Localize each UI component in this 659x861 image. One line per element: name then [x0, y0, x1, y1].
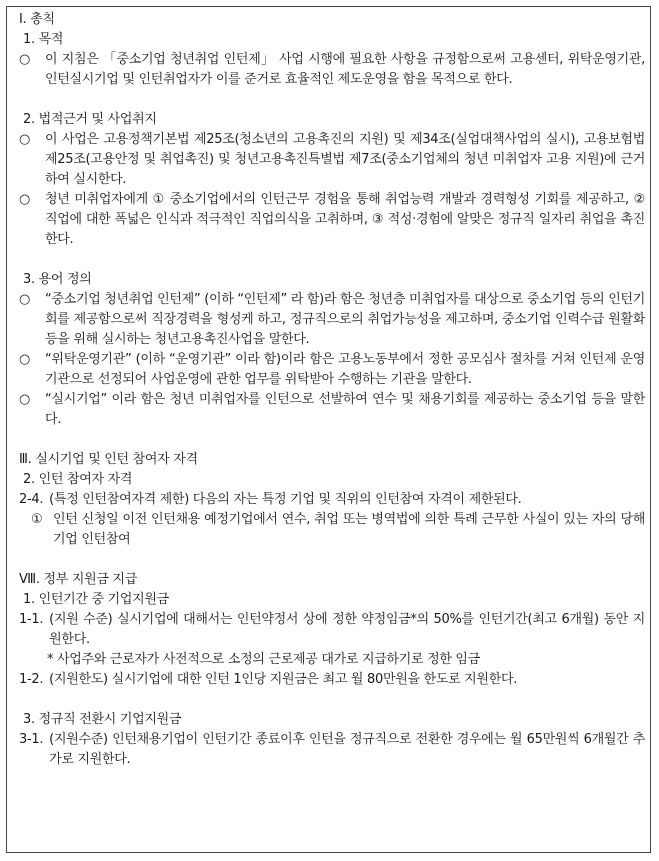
chapter-3-title: Ⅲ. 실시기업 및 인턴 참여자 자격 — [19, 452, 198, 467]
clause-text: (지원한도) 실시기업에 대한 인턴 1인당 지원금은 최고 월 80만원을 한도로 지원한다. — [49, 672, 518, 687]
chapter-1-title: Ⅰ. 총칙 — [19, 12, 55, 27]
legal-basis-bullet — [19, 130, 645, 190]
section-intern-subsidy-title: 1. 인턴기간 중 기업지원금 — [23, 592, 169, 607]
clause-2-4 — [19, 490, 645, 510]
purpose-goals-text: 청년 미취업자에게 ① 중소기업에서의 인턴근무 경험을 통해 취업능력 개발과 경력형성 기회를 제공하고, ② 직업에 대한 폭넓은 인식과 적극적인 직업의식을 고취하며, ③ 적성·경험에 알맞은 정규직 일자리 취업을 촉진한다. — [45, 192, 645, 247]
definition-company-text: “실시기업” 이라 함은 청년 미취업자를 인턴으로 선발하여 연수 및 채용기회를 제공하는 중소기업 등을 말한다. — [45, 392, 645, 427]
definition-internship-bullet — [19, 290, 645, 350]
item-number: ① — [31, 512, 43, 527]
chapter-8-title: Ⅷ. 정부 지원금 지급 — [19, 572, 137, 587]
clause-number: 2-4. — [19, 492, 44, 507]
definition-company-bullet — [19, 390, 645, 430]
clause-number: 3-1. — [19, 732, 44, 747]
circle-bullet-icon: ○ — [19, 292, 31, 307]
circle-bullet-icon: ○ — [19, 52, 31, 67]
clause-number: 1-1. — [19, 612, 44, 627]
clause-2-4-item-1 — [19, 510, 645, 550]
wage-footnote: * 사업주와 근로자가 사전적으로 소정의 근로제공 대가로 지급하기로 정한 임금 — [47, 652, 480, 667]
item-text: 인턴 신청일 이전 인턴채용 예정기업에서 연수, 취업 또는 병역법에 의한 특례 근무한 사실이 있는 자의 당해기업 인턴참여 — [53, 512, 645, 547]
purpose-goals-bullet — [19, 190, 645, 250]
clause-text: (특정 인턴참여자격 제한) 다음의 자는 특정 기업 및 직위의 인턴참여 자격이 제한된다. — [49, 492, 522, 507]
clause-text: (지원 수준) 실시기업에 대해서는 인턴약정서 상에 정한 약정임금*의 50%를 인턴기간(최고 6개월) 동안 지원한다. — [49, 612, 645, 647]
section-conversion-subsidy-title: 3. 정규직 전환시 기업지원금 — [23, 712, 182, 727]
clause-1-1 — [19, 610, 645, 650]
circle-bullet-icon: ○ — [19, 392, 31, 407]
section-participant-qualification-title: 2. 인턴 참여자 자격 — [23, 472, 133, 487]
purpose-bullet — [19, 50, 645, 90]
circle-bullet-icon: ○ — [19, 192, 31, 207]
clause-1-2 — [19, 670, 645, 690]
section-definitions-title: 3. 용어 정의 — [23, 272, 92, 287]
circle-bullet-icon: ○ — [19, 132, 31, 147]
clause-text: (지원수준) 인턴채용기업이 인턴기간 종료이후 인턴을 정규직으로 전환한 경우에는 월 65만원씩 6개월간 추가로 지원한다. — [49, 732, 645, 767]
circle-bullet-icon: ○ — [19, 352, 31, 367]
section-legal-basis-title: 2. 법적근거 및 사업취지 — [23, 112, 157, 127]
legal-basis-text: 이 사업은 고용정책기본법 제25조(청소년의 고용촉진의 지원) 및 제34조(실업대책사업의 실시), 고용보험법 제25조(고용안정 및 취업촉진) 및 청년고용촉진특별법 제7조(중소기업체의 청년 미취업자 고용 지원)에 근거하여 실시한다. — [45, 132, 645, 187]
section-purpose-title: 1. 목적 — [23, 32, 64, 47]
definition-operator-bullet — [19, 350, 645, 390]
definition-operator-text: “위탁운영기관” (이하 “운영기관” 이라 함)이라 함은 고용노동부에서 정한 공모심사 절차를 거쳐 인턴제 운영기관으로 선정되어 사업운영에 관한 업무를 위탁받아 수행하는 기관을 말한다. — [45, 352, 645, 387]
clause-number: 1-2. — [19, 672, 44, 687]
clause-3-1 — [19, 730, 645, 770]
document-content — [19, 10, 645, 770]
definition-internship-text: “중소기업 청년취업 인턴제” (이하 “인턴제” 라 함)라 함은 청년층 미취업자를 대상으로 중소기업 등의 인턴기회를 제공함으로써 직장경력을 형성케 하고, 정규직으로의 취업가능성을 제고하며, 중소기업 인력수급 원활화 등을 위해 실시하는 청년고용촉진사업을 말한다. — [45, 292, 645, 347]
purpose-text: 이 지침은 「중소기업 청년취업 인턴제」 사업 시행에 필요한 사항을 규정함으로써 고용센터, 위탁운영기관, 인턴실시기업 및 인턴취업자가 이를 준거로 효율적인 제도운영을 함을 목적으로 한다. — [45, 52, 645, 87]
